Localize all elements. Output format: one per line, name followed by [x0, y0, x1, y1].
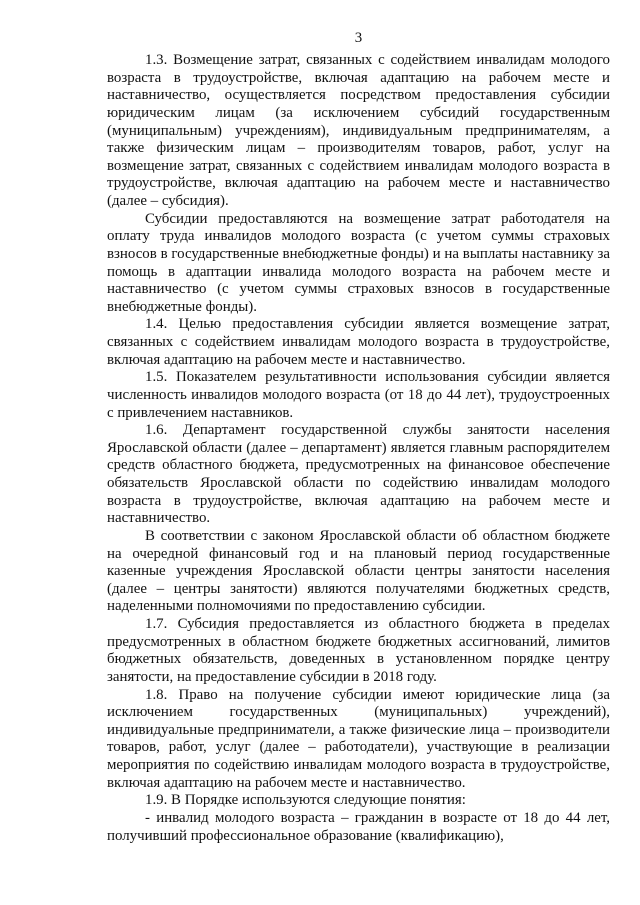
paragraph-1-5: 1.5. Показателем результативности использования субсидии является численность инвалидов молодого возраста (от 18 до 44 лет), трудоустроенных с привлечением наставников.	[107, 369, 610, 421]
document-page	[107, 28, 610, 845]
paragraph-1-7: 1.7. Субсидия предоставляется из областного бюджета в пределах предусмотренных в областном бюджете бюджетных ассигнований, лимитов бюджетных обязательств, доведенных в установленном порядке центру занятости, на предоставление субсидии в 2018 году.	[107, 616, 610, 685]
paragraph-1-4: 1.4. Целью предоставления субсидии является возмещение затрат, связанных с содействием инвалидам молодого возраста в трудоустройстве, включая адаптацию на рабочем месте и наставничество.	[107, 316, 610, 368]
paragraph-1-3: 1.3. Возмещение затрат, связанных с содействием инвалидам молодого возраста в трудоустройстве, включая адаптацию на рабочем месте и наставничество, осуществляется посредством предоставления субсидии юридическим лицам (за исключением субсидий государственным (муниципальным) учреждениям), индивидуальным предпринимателям, а также физическим лицам – производителям товаров, работ, услуг на возмещение затрат, связанных с содействием инвалидам молодого возраста в трудоустройстве, включая адаптацию на рабочем месте и наставничество (далее – субсидия).	[107, 52, 610, 209]
page-number: 3	[354, 30, 363, 46]
paragraph-1-6: 1.6. Департамент государственной службы занятости населения Ярославской области (далее – департамент) является главным распорядителем средств областного бюджета, предусмотренных на финансовое обеспечение обязательств Ярославской области по содействию инвалидам молодого возраста в трудоустройстве, включая адаптацию на рабочем месте и наставничество.	[107, 422, 610, 527]
paragraph-subsidies-purpose: Субсидии предоставляются на возмещение затрат работодателя на оплату труда инвалидов молодого возраста (с учетом суммы страховых взносов в государственные внебюджетные фонды) и на выплаты наставнику за помощь в адаптации инвалида молодого возраста на рабочем месте и наставничество (с учетом суммы страховых взносов в государственные внебюджетные фонды).	[107, 210, 610, 315]
paragraph-employment-centers: В соответствии с законом Ярославской области об областном бюджете на очередной финансовый год и на плановый период государственные казенные учреждения Ярославской области центры занятости населения (далее – центры занятости) являются получателями бюджетных средств, наделенными полномочиями по предоставлению субсидии.	[107, 527, 610, 615]
paragraph-1-9: 1.9. В Порядке используются следующие понятия:	[145, 792, 466, 809]
paragraph-definition-young-disabled: - инвалид молодого возраста – гражданин в возрасте от 18 до 44 лет, получивший профессиональное образование (квалификацию),	[107, 809, 610, 844]
paragraph-1-8: 1.8. Право на получение субсидии имеют юридические лица (за исключением государственных (муниципальных) учреждений), индивидуальные предприниматели, а также физические лица – производители товаров, работ, услуг (далее – работодатели), участвующие в реализации мероприятия по содействию инвалидам молодого возраста в трудоустройстве, включая адаптацию на рабочем месте и наставничество.	[107, 686, 610, 791]
